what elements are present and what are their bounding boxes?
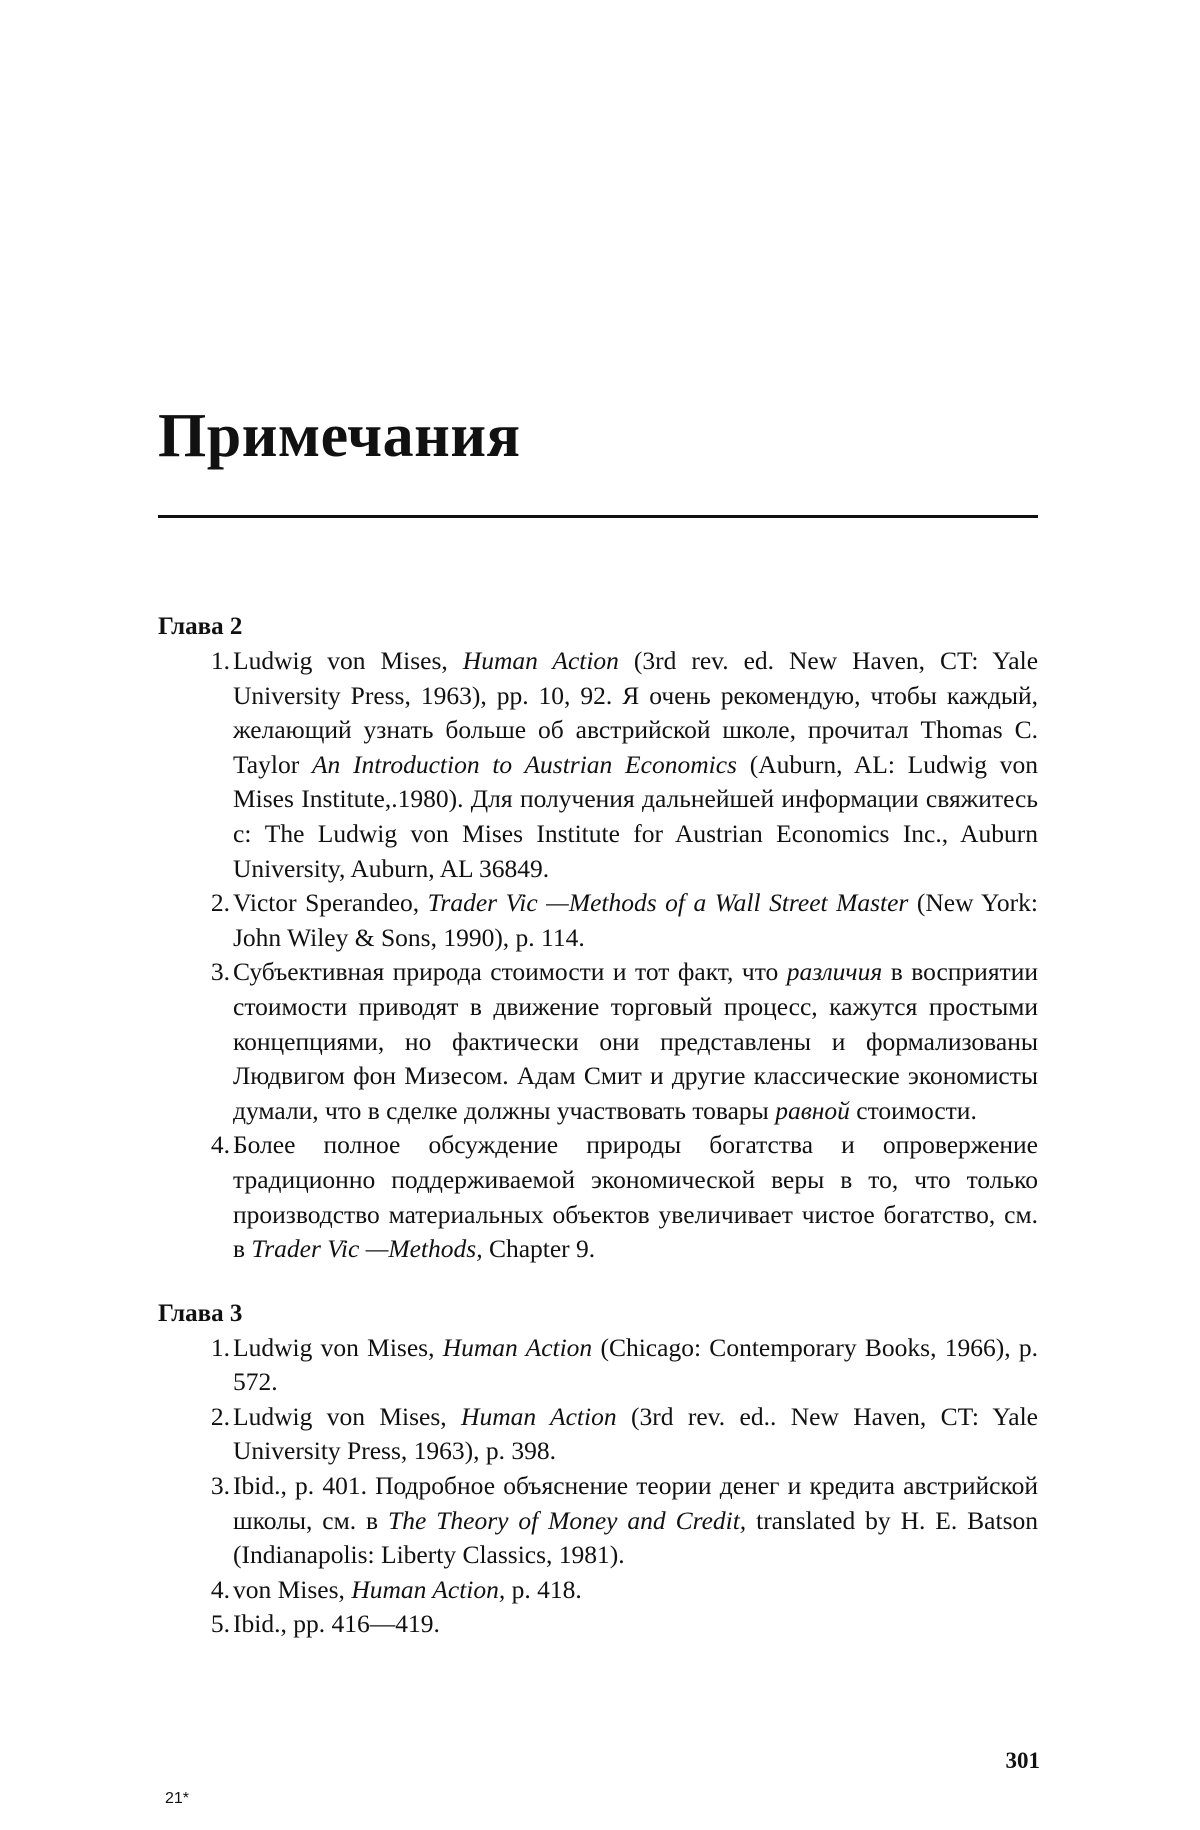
note-text-segment: Ludwig von Mises, (233, 1401, 462, 1431)
note-title-italic: Trader Vic —Methods of a Wall Street Master (427, 888, 909, 918)
note-text (233, 1471, 1038, 1569)
note-text-segment: translated by H. E. Batson (Indianapolis: Liberty Classics, 1981). (233, 1505, 1038, 1570)
note-number: 2. (210, 888, 230, 918)
note-text (233, 1130, 1038, 1263)
note-number: 3. (210, 957, 230, 987)
note-title-italic: Human Action (442, 1332, 593, 1362)
note-number: 4. (210, 1130, 230, 1160)
note-title-italic: An Introduction to Austrian Economics (311, 749, 737, 779)
note-text (233, 957, 1038, 1124)
note-item (158, 886, 1038, 955)
note-title-italic: равной (775, 1095, 850, 1125)
note-list (158, 644, 1038, 1267)
note-text-segment: (Chicago: Contemporary Books, 1966), p. 572. (233, 1332, 1038, 1397)
page-title: Примечания (158, 402, 521, 470)
note-title-italic: Human Action (461, 1401, 617, 1431)
note-title-italic: The Theory of Money and Credit, (388, 1505, 747, 1535)
note-text-segment: von Mises, (233, 1574, 352, 1604)
note-text-segment: Субъективная природа стоимости и тот факт, что (233, 957, 787, 987)
chapter-section (158, 610, 1038, 1267)
note-item (158, 1573, 1038, 1608)
note-item (158, 955, 1038, 1128)
note-title-italic: различия (786, 957, 883, 987)
note-text-segment: Ludwig von Mises, (233, 646, 463, 675)
note-item (158, 1128, 1038, 1266)
note-title-italic: Human Action, (351, 1574, 506, 1604)
note-text (233, 888, 1038, 952)
signature-mark: 21* (165, 1790, 190, 1807)
note-text-segment: Ludwig von Mises, (233, 1332, 443, 1362)
notes-section (158, 610, 1038, 1642)
note-title-italic: Human Action (462, 646, 619, 675)
note-item (158, 1400, 1038, 1469)
note-number: 1. (210, 1332, 230, 1362)
note-text (233, 646, 1038, 883)
note-text-segment: Chapter 9. (482, 1234, 596, 1264)
note-text-segment: p. 418. (505, 1574, 582, 1604)
note-text (233, 1402, 1038, 1466)
note-text-segment: в восприятии стоимости приводят в движение торговый процесс, кажутся простыми концепциями, но фактически они представлены и формализованы Людвигом фон Мизесом. Адам Смит и другие классические экономисты думали, что в сделке должны участвовать товары (233, 957, 1038, 1125)
note-item (158, 1607, 1038, 1642)
note-list (158, 1331, 1038, 1642)
note-text-segment: Более полное обсуждение природы богатства и опровержение традиционно поддерживаемой экономической веры в то, что только производство материальных объектов увеличивает чистое богатство, см. в (233, 1130, 1038, 1264)
note-number: 1. (210, 646, 230, 675)
note-text-segment: Ibid., pp. 416—419. (233, 1609, 440, 1639)
note-item (158, 1469, 1038, 1573)
note-text (233, 1333, 1038, 1397)
note-text-segment: Victor Sperandeo, (233, 888, 428, 918)
note-title-italic: Trader Vic —Methods, (251, 1234, 483, 1264)
note-text-segment: стоимости. (849, 1095, 977, 1125)
note-number: 5. (210, 1609, 230, 1639)
note-item (158, 644, 1038, 886)
chapter-section (158, 1297, 1038, 1642)
note-item (158, 1331, 1038, 1400)
page-number: 301 (1005, 1748, 1040, 1773)
note-text-segment: (3rd rev. ed. New Haven, CT: Yale University Press, 1963), pp. 10, 92. Я очень рекомендую, чтобы каждый, желающий узнать больше об австрийской школе, прочитал Thomas C. Taylor (233, 646, 1039, 779)
note-text (233, 1575, 582, 1604)
note-text-segment: (Auburn, AL: Ludwig von Mises Institute,.1980). Для получения дальнейшей информации свяжитесь с: The Ludwig von Mises Institute for Austrian Economics Inc., Auburn University, Auburn, AL 36849. (233, 749, 1038, 883)
note-text-segment: (New York: John Wiley & Sons, 1990), p. 114. (233, 888, 1038, 952)
note-text-segment: (3rd rev. ed.. New Haven, CT: Yale University Press, 1963), p. 398. (233, 1401, 1038, 1466)
chapter-heading: Глава 2 (158, 613, 243, 640)
note-text-segment: Ibid., p. 401. Подробное объяснение теории денег и кредита австрийской школы, см. в (233, 1471, 1038, 1535)
note-number: 3. (210, 1471, 230, 1501)
title-rule (158, 515, 1038, 518)
note-number: 4. (210, 1574, 230, 1604)
note-text (233, 1609, 440, 1638)
chapter-heading: Глава 3 (158, 1299, 243, 1327)
note-number: 2. (210, 1401, 230, 1431)
